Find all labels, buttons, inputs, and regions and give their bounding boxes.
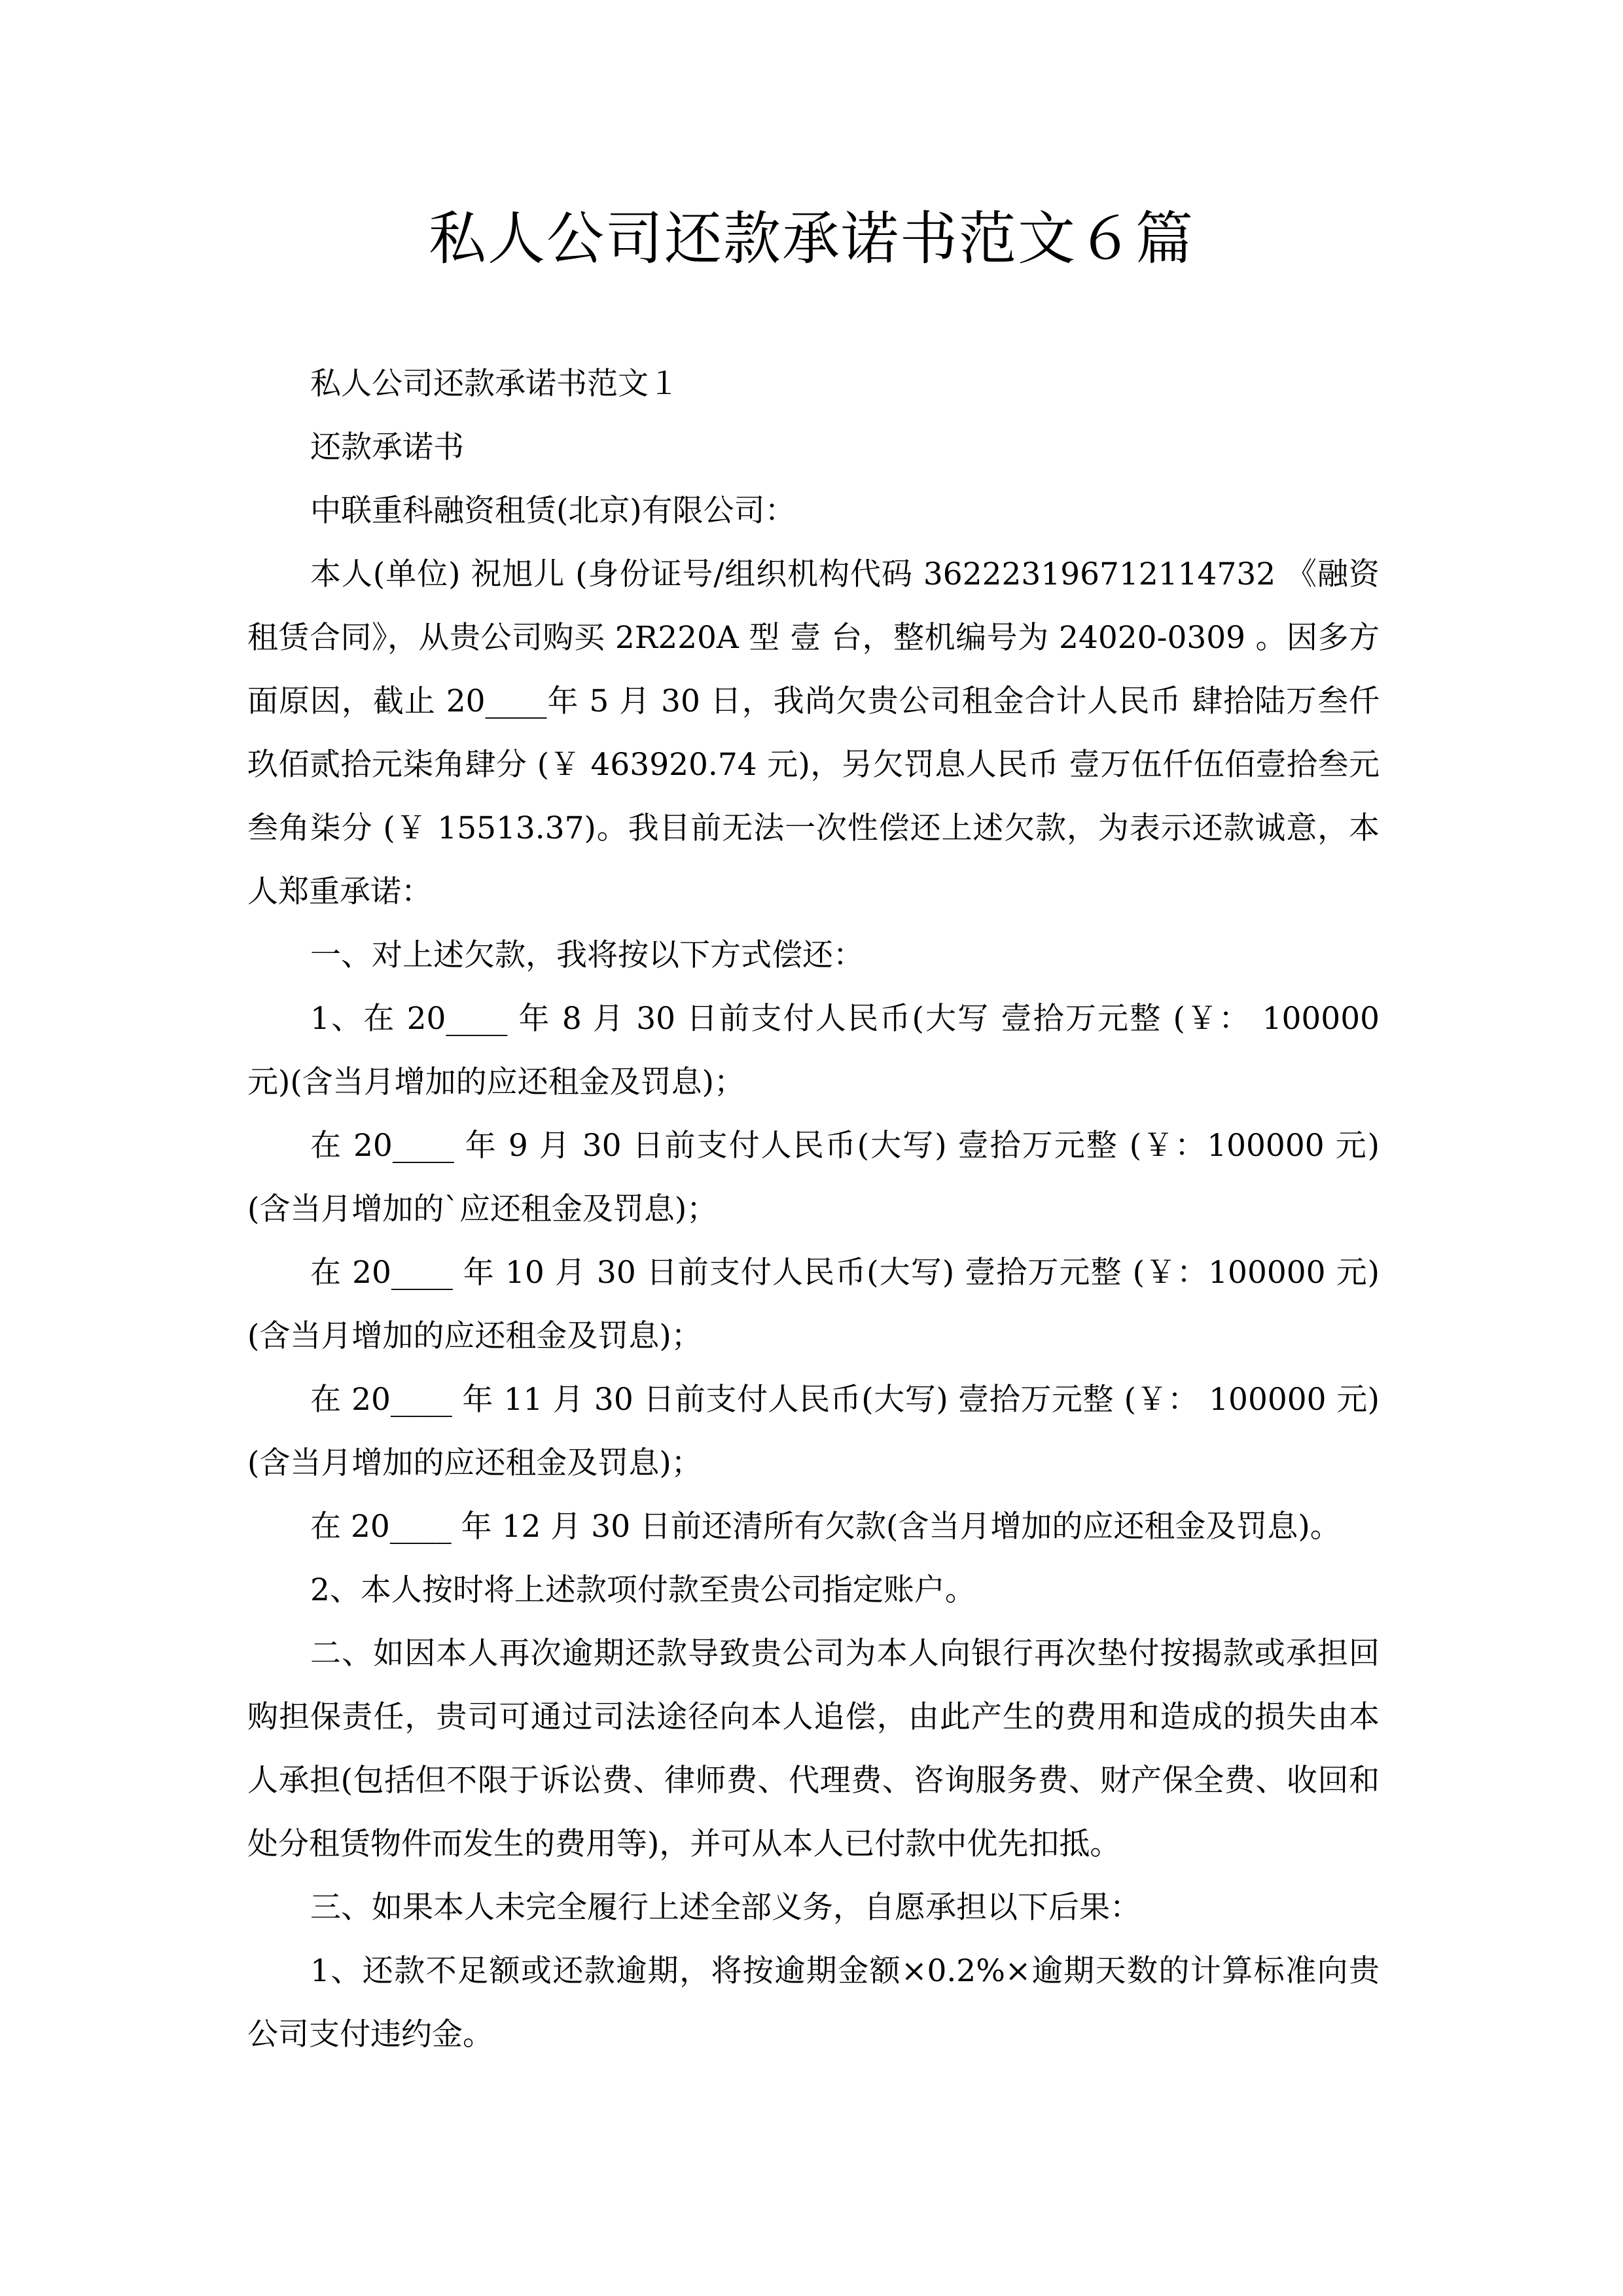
paragraph-installment-nov: 在 20____ 年 11 月 30 日前支付人民币(大写) 壹拾万元整 (￥： 100000 元)(含当月增加的应还租金及罚息)；: [247, 1382, 1380, 1481]
paragraph-installment-aug: 1、在 20____ 年 8 月 30 日前支付人民币(大写 壹拾万元整 (￥： 100000 元)(含当月增加的应还租金及罚息)；: [247, 1001, 1380, 1100]
paragraph-payment-account: 2、本人按时将上述款项付款至贵公司指定账户。: [310, 1572, 976, 1608]
paragraph-debt-statement: 本人(单位) 祝旭儿 (身份证号/组织机构代码 362223196712114732 《融资租赁合同》，从贵公司购买 2R220A 型 壹 台，整机编号为 24020-0309 。因多方面原因，截止 20____年 5 月 30 日，我尚欠贵公司租金合计人民币 肆拾陆万叁仟玖佰贰拾元柒角肆分 (￥ 463920.74 元)，另欠罚息人民币 壹万伍仟伍佰壹拾叁元叁角柒分 (￥ 15513.37)。我目前无法一次性偿还上述欠款，为表示还款诚意，本人郑重承诺：: [247, 556, 1380, 910]
section-heading: 私人公司还款承诺书范文１: [310, 366, 679, 402]
paragraph-installment-dec: 在 20____ 年 12 月 30 日前还清所有欠款(含当月增加的应还租金及罚息)。: [310, 1509, 1341, 1545]
paragraph-installment-oct: 在 20____ 年 10 月 30 日前支付人民币(大写) 壹拾万元整 (￥：100000 元)(含当月增加的应还租金及罚息)；: [247, 1255, 1380, 1354]
paragraph-penalty: 1、还款不足额或还款逾期，将按逾期金额×0.2%×逾期天数的计算标准向贵公司支付违约金。: [247, 1953, 1380, 2053]
paragraph-installment-sep: 在 20____ 年 9 月 30 日前支付人民币(大写) 壹拾万元整 (￥：100000 元)(含当月增加的`应还租金及罚息)；: [247, 1128, 1380, 1227]
letter-title: 还款承诺书: [310, 429, 464, 465]
document-body: [247, 352, 1380, 2066]
addressee: 中联重科融资租赁(北京)有限公司：: [310, 493, 796, 529]
document-title: 私人公司还款承诺书范文６篇: [428, 205, 1194, 272]
paragraph-clause-one: 一、对上述欠款，我将按以下方式偿还：: [310, 937, 864, 973]
paragraph-clause-two: 二、如因本人再次逾期还款导致贵公司为本人向银行再次垫付按揭款或承担回购担保责任，贵司可通过司法途径向本人追偿，由此产生的费用和造成的损失由本人承担(包括但不限于诉讼费、律师费、代理费、咨询服务费、财产保全费、收回和处分租赁物件而发生的费用等)，并可从本人已付款中优先扣抵。: [247, 1636, 1380, 1862]
paragraph-clause-three: 三、如果本人未完全履行上述全部义务，自愿承担以下后果：: [310, 1890, 1141, 1926]
